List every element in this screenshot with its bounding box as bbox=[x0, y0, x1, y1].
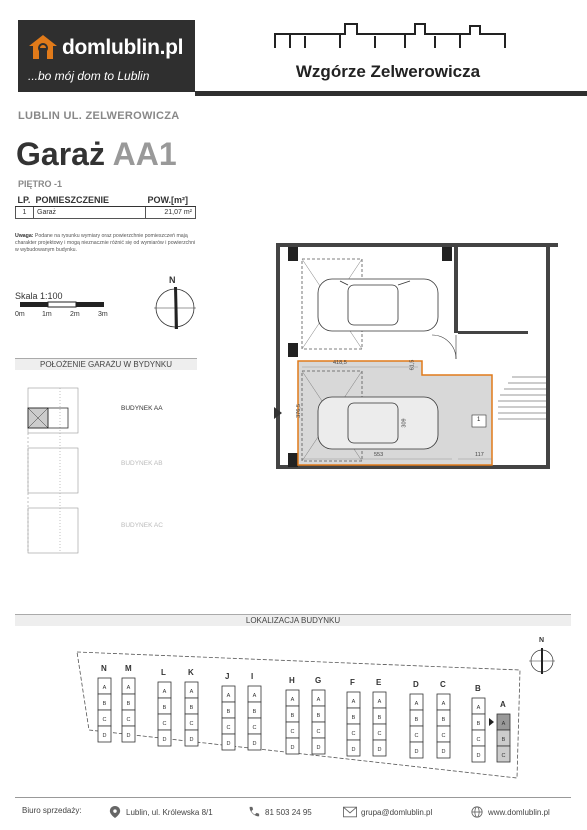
site-building-f-label: F bbox=[350, 678, 355, 687]
footer-email-text: grupa@domlublin.pl bbox=[361, 807, 433, 817]
site-segment-label: A bbox=[316, 697, 321, 703]
building-ac-label: BUDYNEK AC bbox=[121, 522, 163, 529]
site-segment-label: C bbox=[414, 733, 419, 739]
room-table bbox=[15, 194, 196, 219]
title-code: AA1 bbox=[112, 136, 177, 172]
site-segment-label: C bbox=[501, 753, 506, 759]
disclaimer-note bbox=[15, 233, 197, 254]
site-segment-label: C bbox=[351, 731, 356, 737]
site-building-k-label: K bbox=[188, 668, 194, 677]
position-section-title: POŁOŻENIE GARAŻU W BYDYNKU bbox=[15, 358, 197, 370]
site-pointer-icon bbox=[489, 718, 494, 726]
site-segment-label: B bbox=[351, 715, 356, 721]
dim-step: 61,5 bbox=[409, 359, 416, 371]
car-icon bbox=[318, 397, 438, 449]
localization-section-title: LOKALIZACJA BUDYNKU bbox=[15, 614, 571, 626]
dim-width: 418,5 bbox=[333, 360, 347, 366]
building-ab-label: BUDYNEK AB bbox=[121, 460, 163, 467]
site-segment-label: A bbox=[377, 699, 382, 705]
site-segment-label: A bbox=[189, 689, 194, 695]
brand-logo bbox=[18, 20, 195, 92]
site-segment-label: B bbox=[102, 701, 107, 707]
site-segment-label: A bbox=[441, 701, 446, 707]
dim-height: 376,5 bbox=[295, 404, 302, 418]
scale-bar bbox=[20, 301, 104, 309]
scale-tick-0: 0m bbox=[15, 311, 25, 318]
site-building-a-label: A bbox=[500, 700, 506, 709]
cell-name: Garaż bbox=[34, 207, 146, 219]
room-number: 1 bbox=[477, 417, 481, 423]
scale-tick-3: 3m bbox=[98, 311, 108, 318]
site-segment-label: A bbox=[414, 701, 419, 707]
estate-name: Wzgórze Zelwerowicza bbox=[295, 62, 481, 81]
site-segment-label: D bbox=[162, 737, 167, 743]
site-segment-label: D bbox=[377, 747, 382, 753]
dim-inner: 309 bbox=[401, 418, 408, 428]
site-building-e-label: E bbox=[376, 678, 382, 687]
cell-area: 21,07 m² bbox=[146, 207, 196, 219]
scale-tick-1: 1m bbox=[42, 311, 52, 318]
site-segment-label: B bbox=[476, 721, 481, 727]
site-segment-label: C bbox=[290, 729, 295, 735]
site-segment-label: A bbox=[162, 689, 167, 695]
note-label: Uwaga: bbox=[15, 233, 34, 239]
site-building-c-label: C bbox=[440, 680, 446, 689]
site-segment-label: A bbox=[476, 705, 481, 711]
brand-slogan: ...bo mój dom to Lublin bbox=[28, 69, 150, 83]
site-segment-label: C bbox=[162, 721, 167, 727]
site-segment-label: B bbox=[501, 737, 506, 743]
site-building-b-label: B bbox=[475, 684, 481, 693]
site-segment-label: A bbox=[501, 721, 506, 727]
site-building-j-label: J bbox=[225, 672, 230, 681]
site-segment-label: A bbox=[290, 697, 295, 703]
site-building-l-label: L bbox=[161, 668, 166, 677]
site-segment-label: D bbox=[351, 747, 356, 753]
site-building-i-label: I bbox=[251, 672, 254, 681]
site-segment-label: D bbox=[441, 749, 446, 755]
col-room: POMIESZCZENIE bbox=[34, 194, 146, 207]
dim-side: 117 bbox=[475, 452, 484, 458]
dim-length: 553 bbox=[374, 452, 384, 458]
envelope-icon bbox=[343, 806, 357, 818]
footer-phone-text: 81 503 24 95 bbox=[265, 807, 312, 817]
site-segment-label: B bbox=[189, 705, 194, 711]
globe-icon bbox=[470, 806, 484, 818]
car-icon bbox=[318, 279, 438, 331]
site-segment-label: D bbox=[252, 741, 257, 747]
footer-web[interactable] bbox=[470, 806, 550, 818]
site-segment-label: D bbox=[476, 753, 481, 759]
site-segment-label: C bbox=[441, 733, 446, 739]
site-segment-label: D bbox=[290, 745, 295, 751]
page-title bbox=[16, 136, 177, 173]
scale-label: Skala 1:100 bbox=[15, 291, 63, 301]
col-lp: LP. bbox=[16, 194, 34, 207]
site-segment-label: A bbox=[226, 693, 231, 699]
header-divider bbox=[195, 91, 587, 96]
site-segment-label: C bbox=[377, 731, 382, 737]
site-segment-label: B bbox=[377, 715, 382, 721]
site-segment-label: C bbox=[316, 729, 321, 735]
site-building-g-label: G bbox=[315, 676, 322, 685]
compass-icon bbox=[150, 275, 200, 330]
site-segment-label: B bbox=[414, 717, 419, 723]
site-segment-label: C bbox=[226, 725, 231, 731]
site-segment-label: B bbox=[162, 705, 167, 711]
site-segment-label: D bbox=[102, 733, 107, 739]
site-segment-label: A bbox=[102, 685, 107, 691]
site-segment-label: A bbox=[126, 685, 131, 691]
site-segment-label: D bbox=[414, 749, 419, 755]
house-icon bbox=[28, 34, 58, 60]
compass-rose-icon bbox=[150, 283, 200, 330]
footer-address-text: Lublin, ul. Królewska 8/1 bbox=[126, 807, 213, 817]
site-map bbox=[15, 630, 571, 790]
location-pin-icon bbox=[108, 806, 122, 818]
site-segment-label: B bbox=[290, 713, 295, 719]
footer-phone[interactable] bbox=[247, 806, 312, 818]
site-segment-label: A bbox=[252, 693, 257, 699]
footer-address bbox=[108, 806, 213, 818]
site-segment-label: D bbox=[189, 737, 194, 743]
site-segment-label: B bbox=[252, 709, 257, 715]
site-segment-label: C bbox=[252, 725, 257, 731]
scale-tick-2: 2m bbox=[70, 311, 80, 318]
site-building-h-label: H bbox=[289, 676, 295, 685]
site-segment-label: C bbox=[126, 717, 131, 723]
site-segment-label: D bbox=[126, 733, 131, 739]
phone-icon bbox=[247, 806, 261, 818]
cell-lp: 1 bbox=[16, 207, 34, 219]
title-prefix: Garaż bbox=[16, 136, 105, 172]
site-building-m-label: M bbox=[125, 664, 132, 673]
note-text: Podane na rysunku wymiary oraz powierzchnie pomieszczeń mają charakter projektowy i mogą nieznacznie różnić się od wymiarów i powierzchni w wybudowanym budynku. bbox=[15, 233, 196, 253]
location-label: LUBLIN UL. ZELWEROWICZA bbox=[18, 110, 180, 122]
site-segment-label: B bbox=[126, 701, 131, 707]
building-aa-label: BUDYNEK AA bbox=[121, 405, 163, 412]
floor-label: PIĘTRO -1 bbox=[18, 179, 63, 189]
footer-email[interactable] bbox=[343, 806, 432, 818]
floor-plan bbox=[262, 237, 562, 477]
site-segment-label: B bbox=[226, 709, 231, 715]
building-position-diagram bbox=[20, 378, 80, 568]
site-segment-label: B bbox=[316, 713, 321, 719]
col-area: POW.[m²] bbox=[146, 194, 196, 207]
site-segment-label: B bbox=[441, 717, 446, 723]
table-row bbox=[16, 207, 196, 219]
site-segment-label: D bbox=[226, 741, 231, 747]
site-compass-icon bbox=[527, 646, 557, 676]
site-segment-label: C bbox=[189, 721, 194, 727]
site-segment-label: D bbox=[316, 745, 321, 751]
site-segment-label: C bbox=[476, 737, 481, 743]
footer-label: Biuro sprzedaży: bbox=[22, 806, 82, 815]
site-compass-north: N bbox=[539, 637, 545, 644]
site-segment-label: C bbox=[102, 717, 107, 723]
brand-name: domlublin.pl bbox=[62, 36, 184, 59]
footer-web-text: www.domlublin.pl bbox=[488, 807, 550, 817]
site-building-n-label: N bbox=[101, 664, 107, 673]
site-building-d-label: D bbox=[413, 680, 419, 689]
compass-north-label: N bbox=[169, 275, 176, 285]
site-segment-label: A bbox=[351, 699, 356, 705]
footer-divider bbox=[15, 797, 571, 798]
